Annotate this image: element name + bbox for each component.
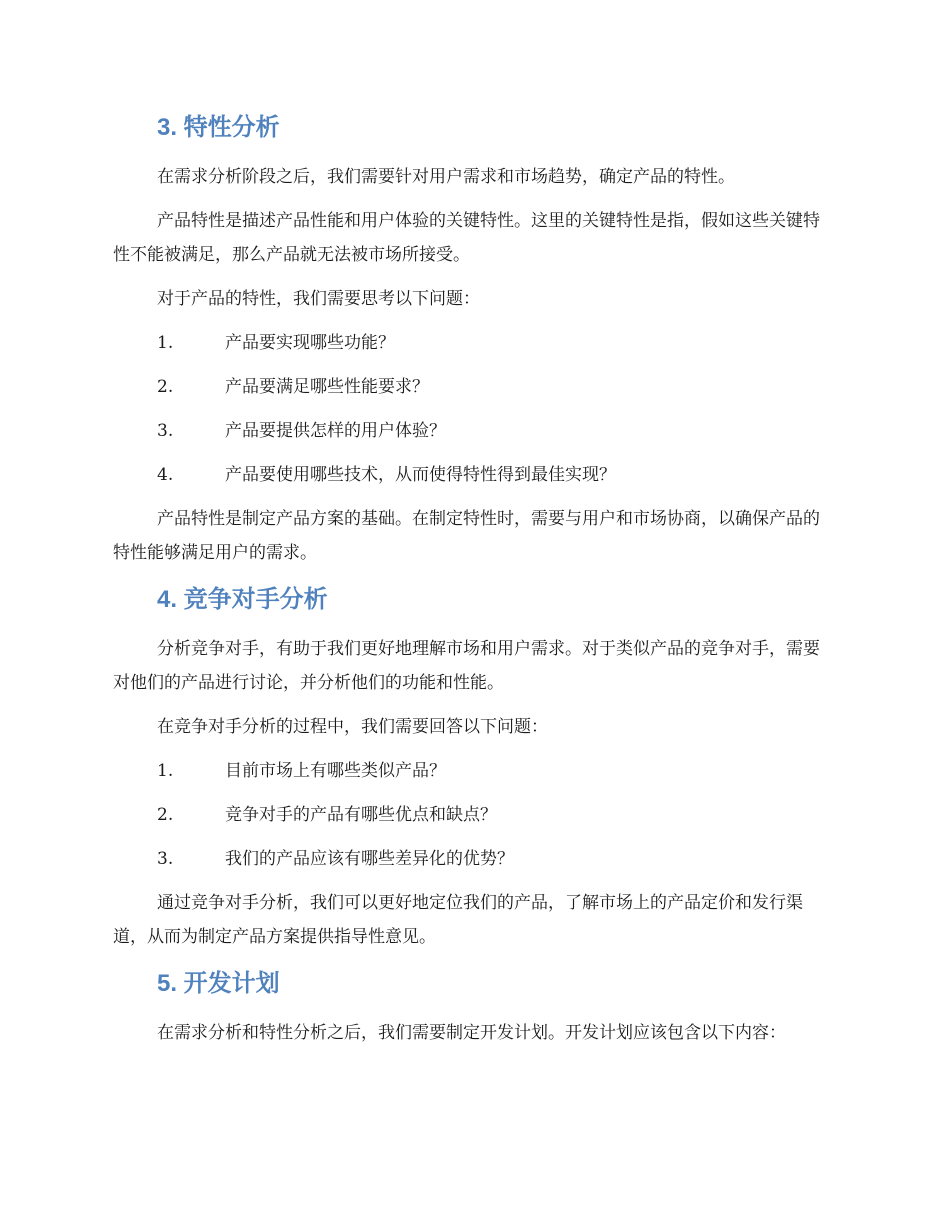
section-heading-features: 3. 特性分析 (157, 114, 280, 141)
list-text: 我们的产品应该有哪些差异化的优势？ (225, 849, 514, 869)
list-number: 1. (157, 333, 174, 353)
list-item (113, 754, 833, 788)
list-item (113, 414, 833, 448)
paragraph: 通过竞争对手分析，我们可以更好地定位我们的产品，了解市场上的产品定价和发行渠道，从而为制定产品方案提供指导性意见。 (113, 893, 803, 947)
list-item (113, 798, 833, 832)
paragraph: 在需求分析和特性分析之后，我们需要制定开发计划。开发计划应该包含以下内容： (157, 1023, 786, 1043)
paragraph: 在需求分析阶段之后，我们需要针对用户需求和市场趋势，确定产品的特性。 (157, 167, 735, 187)
paragraph: 分析竞争对手，有助于我们更好地理解市场和用户需求。对于类似产品的竞争对手，需要对他们的产品进行讨论，并分析他们的功能和性能。 (113, 639, 820, 693)
list-number: 3. (157, 421, 174, 441)
list-text: 竞争对手的产品有哪些优点和缺点？ (225, 805, 497, 825)
paragraph: 产品特性是描述产品性能和用户体验的关键特性。这里的关键特性是指，假如这些关键特性不能被满足，那么产品就无法被市场所接受。 (113, 211, 820, 265)
list-number: 2. (157, 377, 174, 397)
list-number: 3. (157, 849, 174, 869)
list-text: 产品要提供怎样的用户体验？ (225, 421, 446, 441)
list-text: 产品要满足哪些性能要求？ (225, 377, 429, 397)
list-number: 2. (157, 805, 174, 825)
list-text: 产品要使用哪些技术，从而使得特性得到最佳实现？ (225, 465, 616, 485)
list-item (113, 458, 833, 492)
document-content (113, 108, 833, 1060)
list-number: 1. (157, 761, 174, 781)
paragraph: 产品特性是制定产品方案的基础。在制定特性时，需要与用户和市场协商，以确保产品的特性能够满足用户的需求。 (113, 509, 820, 563)
section-heading-competitors: 4. 竞争对手分析 (157, 586, 328, 613)
list-item (113, 326, 833, 360)
list-text: 产品要实现哪些功能？ (225, 333, 395, 353)
paragraph: 对于产品的特性，我们需要思考以下问题： (157, 289, 480, 309)
paragraph: 在竞争对手分析的过程中，我们需要回答以下问题： (157, 717, 548, 737)
section-heading-dev-plan: 5. 开发计划 (157, 970, 280, 997)
list-text: 目前市场上有哪些类似产品？ (225, 761, 446, 781)
list-number: 4. (157, 465, 174, 485)
list-item (113, 370, 833, 404)
list-item (113, 842, 833, 876)
